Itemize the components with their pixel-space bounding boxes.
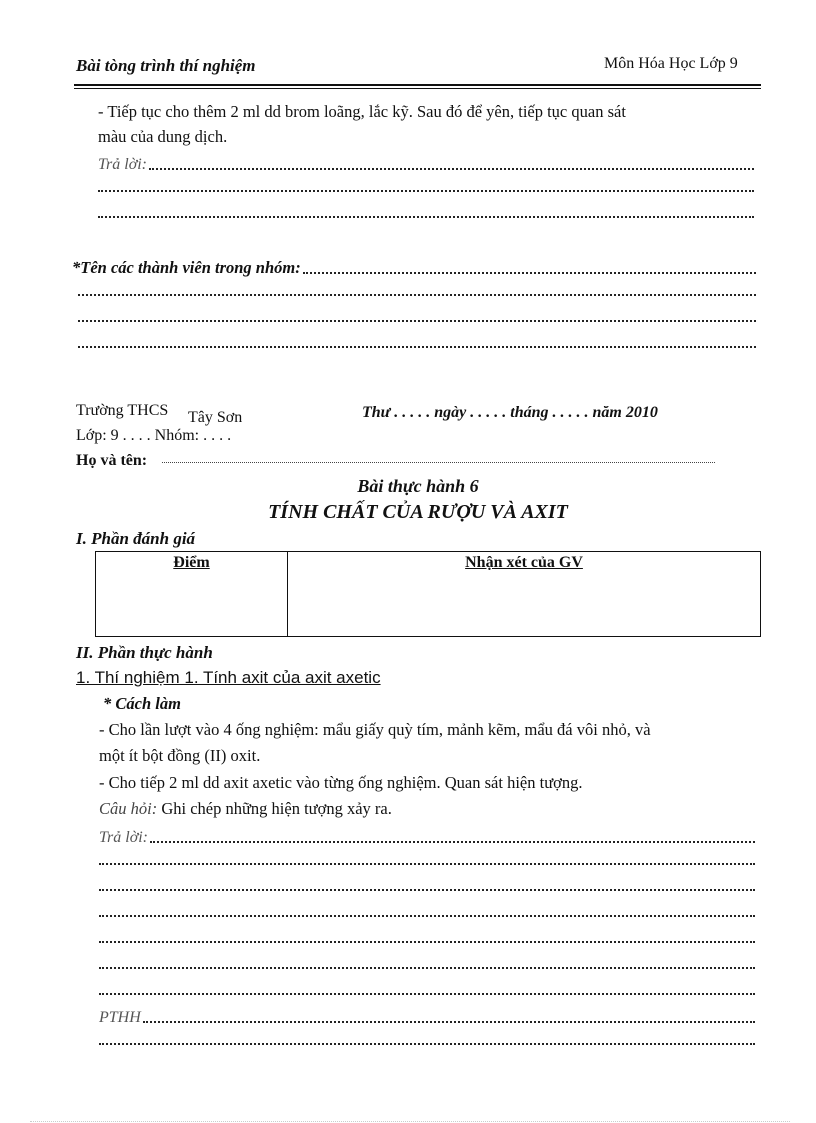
score-cell[interactable]	[96, 552, 288, 637]
score-header: Điểm	[173, 554, 210, 571]
equation-label: PTHH	[99, 1009, 141, 1026]
instruction-line-cont: màu của dung dịch.	[98, 127, 228, 146]
members-label: *Tên các thành viên trong nhóm:	[72, 258, 301, 277]
equation-line	[99, 1003, 755, 1027]
question-line	[99, 797, 392, 821]
header-rule-thin	[74, 88, 761, 89]
answer-line	[99, 901, 755, 921]
answer-line	[99, 1029, 755, 1049]
dotted-fill	[78, 294, 756, 296]
question-label: Câu hỏi:	[99, 799, 158, 818]
instruction-line: - Tiếp tục cho thêm 2 ml dd brom loãng, lắc kỹ. Sau đó để yên, tiếp tục quan sát	[98, 102, 626, 121]
question-text: Ghi chép những hiện tượng xảy ra.	[157, 799, 392, 818]
answer-line	[99, 823, 755, 847]
dotted-fill	[99, 863, 755, 865]
answer-line	[99, 875, 755, 895]
dotted-fill	[149, 168, 754, 170]
dotted-fill	[303, 272, 756, 274]
answer-line	[98, 150, 754, 174]
answer-label: Trả lời:	[98, 156, 147, 173]
answer-line	[99, 953, 755, 973]
class-line: Lớp: 9 . . . . Nhóm: . . . .	[76, 427, 232, 444]
members-line	[78, 332, 756, 352]
step1-line: - Cho lần lượt vào 4 ống nghiệm: mẩu giấy quỳ tím, mảnh kẽm, mẩu đá vôi nhỏ, và	[99, 720, 651, 739]
dotted-fill	[99, 1043, 755, 1045]
student-name-line	[162, 462, 715, 463]
dotted-fill	[78, 320, 756, 322]
page-bottom-border	[30, 1121, 790, 1122]
dotted-fill	[99, 889, 755, 891]
dotted-fill	[99, 915, 755, 917]
answer-line	[99, 979, 755, 999]
practice-heading: II. Phần thực hành	[76, 643, 213, 662]
dotted-fill	[99, 967, 755, 969]
experiment1-title: 1. Thí nghiệm 1. Tính axit của axit axetic	[76, 668, 381, 687]
school-label: Trường THCS	[76, 402, 169, 419]
dotted-fill	[143, 1021, 755, 1023]
comment-header: Nhận xét của GV	[465, 554, 583, 571]
members-line	[78, 280, 756, 300]
header-rule	[74, 84, 761, 86]
dotted-fill	[99, 993, 755, 995]
dotted-fill	[99, 941, 755, 943]
comment-cell[interactable]	[288, 552, 761, 637]
evaluation-heading: I. Phần đánh giá	[76, 529, 196, 548]
answer-line	[98, 202, 754, 222]
answer-line	[99, 927, 755, 947]
header-left-title: Bài tòng trình thí nghiệm	[76, 56, 256, 75]
step1-line-cont: một ít bột đồng (II) oxit.	[99, 746, 261, 765]
student-label: Họ và tên:	[76, 452, 148, 469]
method-label: * Cách làm	[103, 694, 181, 713]
date-line: Thư . . . . . ngày . . . . . tháng . . . . . năm 2010	[362, 404, 658, 421]
members-line	[78, 306, 756, 326]
header-right-subject: Môn Hóa Học Lớp 9	[604, 55, 738, 72]
answer-line	[99, 849, 755, 869]
school-name: Tây Sơn	[188, 409, 243, 426]
answer-label: Trả lời:	[99, 829, 148, 846]
members-line	[72, 254, 756, 278]
evaluation-table	[95, 551, 761, 637]
dotted-fill	[150, 841, 755, 843]
answer-line	[98, 176, 754, 196]
lesson-subtitle: TÍNH CHẤT CỦA RƯỢU VÀ AXIT	[268, 501, 568, 523]
dotted-fill	[98, 216, 754, 218]
dotted-fill	[78, 346, 756, 348]
dotted-fill	[98, 190, 754, 192]
lesson-title: Bài thực hành 6	[357, 476, 479, 496]
step2-line: - Cho tiếp 2 ml dd axit axetic vào từng ống nghiệm. Quan sát hiện tượng.	[99, 773, 583, 792]
